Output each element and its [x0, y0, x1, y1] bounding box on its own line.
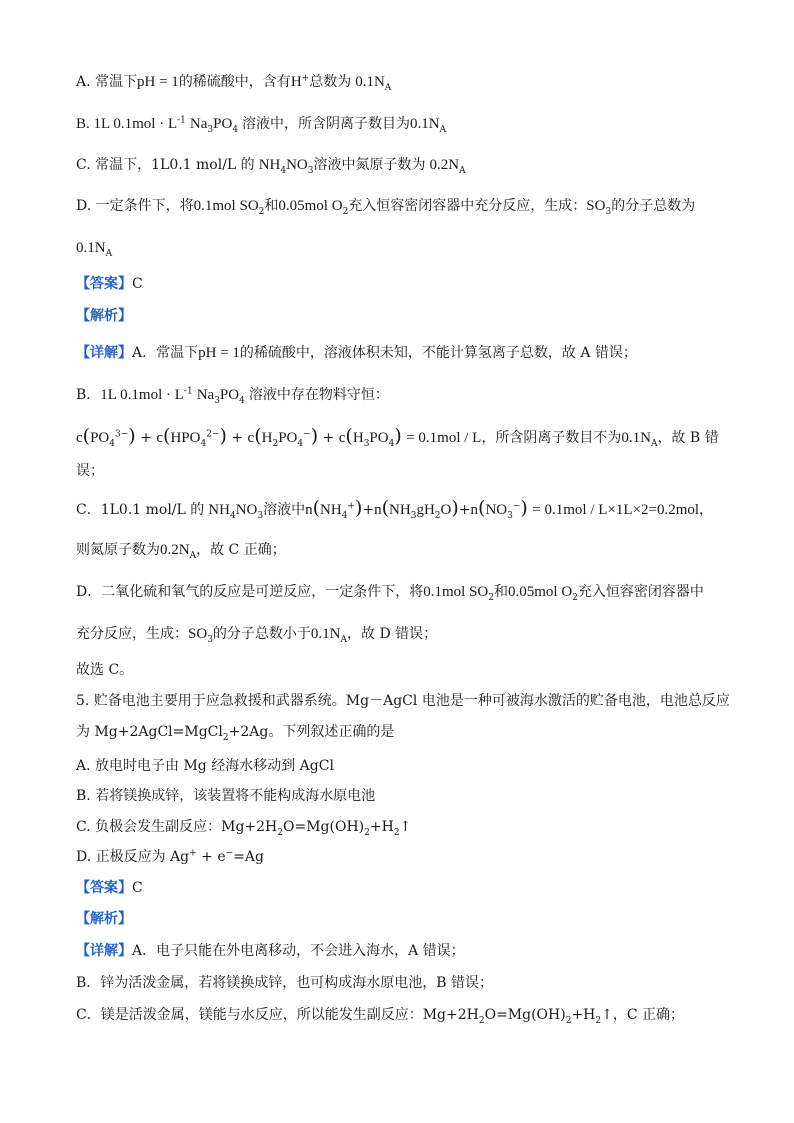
- equation-material-balance: $c(PO_4^{3-}) + c(HPO_4^{2-}) + c(H_2PO_4^-) + c(H_3PO_4) = 0.1mol / L$，所含阴离子数目不为$0.1N_A$，故 B 错: [76, 425, 719, 449]
- option-a: A. 常温下pH = 1的稀硫酸中，含有H+总数为 $0.1N_A$: [76, 73, 392, 93]
- equation-material-balance-cont: 误；: [76, 463, 104, 479]
- detail-c: C．1L0.1 mol/L 的 $NH_4NO_3$溶液中$n(NH_4^+)+n(NH_3gH_2O)+n(NO_3^-) = 0.1mol / L\times 1L\times 2=0.2mol$，: [76, 497, 714, 521]
- answer-2: 【答案】C: [76, 880, 143, 896]
- detail-d-cont: 充分反应，生成：$SO_3$的分子总数小于$0.1N_A$，故 D 错误；: [76, 626, 438, 645]
- question-5-cont: 为 Mg+2AgCl=MgCl$_2$+2Ag。下列叙述正确的是: [76, 724, 395, 743]
- question-5-option-d: D. 正极反应为 Ag+ + e−=Ag: [76, 848, 264, 865]
- detail-d: D．二氧化硫和氧气的反应是可逆反应，一定条件下，将0.1mol $SO_2$和0.05mol $O_2$充入恒容密闭容器中: [76, 584, 704, 603]
- option-d-cont: $0.1N_A$: [76, 240, 113, 259]
- question-5-option-c: C. 负极会发生副反应：$Mg+2H_2O=Mg(OH)_2+H_2↑$: [76, 819, 412, 838]
- question-5-option-a: A. 放电时电子由 Mg 经海水移动到 AgCl: [76, 758, 334, 774]
- question-5: 5. 贮备电池主要用于应急救援和武器系统。Mg－AgCl 电池是一种可被海水激活的贮备电池，电池总反应: [76, 693, 730, 709]
- selection-1: 故选 C。: [76, 662, 134, 678]
- detail-5a: 【详解】A．电子只能在外电离移动，不会进入海水，A 错误；: [76, 943, 465, 959]
- detail-5c: C．镁是活泼金属，镁能与水反应，所以能发生副反应：$Mg+2H_2O=Mg(OH)_2+H_2↑$，C 正确；: [76, 1007, 685, 1026]
- option-c: C. 常温下，1L0.1 mol/L 的 $NH_4NO_3$溶液中氮原子数为 $0.2N_A$: [76, 157, 466, 176]
- option-d: D. 一定条件下，将0.1mol $SO_2$和0.05mol $O_2$充入恒容密闭容器中充分反应，生成：$SO_3$的分子总数为: [76, 198, 696, 217]
- detail-c-cont: 则氮原子数为$0.2N_A$，故 C 正确；: [76, 542, 286, 561]
- detail-5b: B．锌为活泼金属，若将镁换成锌，也可构成海水原电池，B 错误；: [76, 975, 494, 991]
- detail-b: B．1L $0.1mol \cdot L^{-1}$ $Na_3PO_4$ 溶液中存在物料守恒：: [76, 386, 389, 406]
- analysis-heading-1: 【解析】: [76, 308, 132, 324]
- question-5-option-b: B. 若将镁换成锌，该装置将不能构成海水原电池: [76, 788, 376, 804]
- answer-1: 【答案】C: [76, 276, 143, 292]
- analysis-heading-2: 【解析】: [76, 911, 132, 927]
- option-b: B. 1L $0.1mol \cdot L^{-1}$ $Na_3PO_4$ 溶液中，所含阴离子数目为$0.1N_A$: [76, 115, 447, 135]
- detail-a: 【详解】A．常温下pH = 1的稀硫酸中，溶液体积未知，不能计算氢离子总数，故 A 错误；: [76, 345, 637, 361]
